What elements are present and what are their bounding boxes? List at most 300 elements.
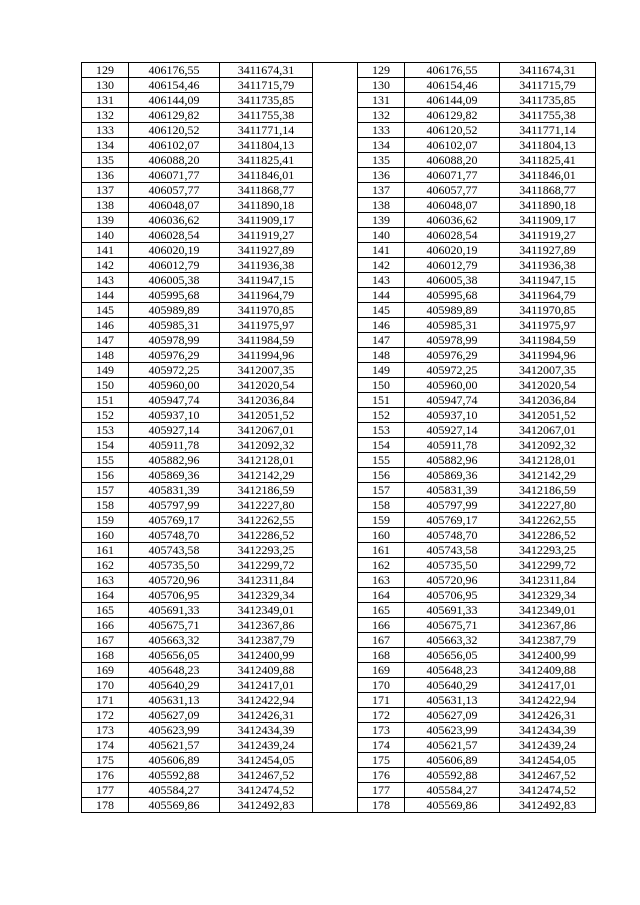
y-coordinate-cell: 3412400,99 bbox=[500, 648, 596, 663]
point-number-cell: 133 bbox=[82, 123, 129, 138]
x-coordinate-cell: 405960,00 bbox=[129, 378, 220, 393]
y-coordinate-cell: 3412128,01 bbox=[500, 453, 596, 468]
table-row bbox=[82, 168, 596, 183]
x-coordinate-cell: 405960,00 bbox=[405, 378, 500, 393]
column-gap bbox=[313, 153, 358, 168]
y-coordinate-cell: 3411936,38 bbox=[500, 258, 596, 273]
x-coordinate-cell: 405927,14 bbox=[405, 423, 500, 438]
x-coordinate-cell: 405663,32 bbox=[129, 633, 220, 648]
table-row bbox=[82, 138, 596, 153]
column-gap bbox=[313, 93, 358, 108]
x-coordinate-cell: 406005,38 bbox=[405, 273, 500, 288]
y-coordinate-cell: 3412492,83 bbox=[220, 798, 313, 813]
y-coordinate-cell: 3412367,86 bbox=[220, 618, 313, 633]
point-number-cell: 175 bbox=[358, 753, 405, 768]
point-number-cell: 172 bbox=[358, 708, 405, 723]
point-number-cell: 165 bbox=[358, 603, 405, 618]
x-coordinate-cell: 406176,55 bbox=[129, 63, 220, 78]
x-coordinate-cell: 405869,36 bbox=[129, 468, 220, 483]
table-row bbox=[82, 63, 596, 78]
point-number-cell: 131 bbox=[82, 93, 129, 108]
x-coordinate-cell: 405927,14 bbox=[129, 423, 220, 438]
x-coordinate-cell: 406154,46 bbox=[405, 78, 500, 93]
x-coordinate-cell: 406005,38 bbox=[129, 273, 220, 288]
x-coordinate-cell: 406102,07 bbox=[405, 138, 500, 153]
column-gap bbox=[313, 303, 358, 318]
x-coordinate-cell: 406028,54 bbox=[405, 228, 500, 243]
table-row bbox=[82, 708, 596, 723]
y-coordinate-cell: 3412329,34 bbox=[220, 588, 313, 603]
table-row bbox=[82, 678, 596, 693]
y-coordinate-cell: 3412262,55 bbox=[500, 513, 596, 528]
point-number-cell: 140 bbox=[358, 228, 405, 243]
point-number-cell: 176 bbox=[82, 768, 129, 783]
y-coordinate-cell: 3411994,96 bbox=[500, 348, 596, 363]
x-coordinate-cell: 405972,25 bbox=[405, 363, 500, 378]
point-number-cell: 143 bbox=[358, 273, 405, 288]
x-coordinate-cell: 405606,89 bbox=[405, 753, 500, 768]
column-gap bbox=[313, 543, 358, 558]
point-number-cell: 176 bbox=[358, 768, 405, 783]
y-coordinate-cell: 3412492,83 bbox=[500, 798, 596, 813]
x-coordinate-cell: 406129,82 bbox=[405, 108, 500, 123]
point-number-cell: 164 bbox=[358, 588, 405, 603]
x-coordinate-cell: 406020,19 bbox=[405, 243, 500, 258]
x-coordinate-cell: 405569,86 bbox=[129, 798, 220, 813]
column-gap bbox=[313, 138, 358, 153]
point-number-cell: 132 bbox=[82, 108, 129, 123]
x-coordinate-cell: 405748,70 bbox=[405, 528, 500, 543]
table-row bbox=[82, 483, 596, 498]
column-gap bbox=[313, 483, 358, 498]
point-number-cell: 166 bbox=[82, 618, 129, 633]
point-number-cell: 154 bbox=[82, 438, 129, 453]
point-number-cell: 161 bbox=[82, 543, 129, 558]
table-row bbox=[82, 198, 596, 213]
x-coordinate-cell: 405640,29 bbox=[129, 678, 220, 693]
y-coordinate-cell: 3412409,88 bbox=[220, 663, 313, 678]
column-gap bbox=[313, 753, 358, 768]
x-coordinate-cell: 405882,96 bbox=[129, 453, 220, 468]
x-coordinate-cell: 406120,52 bbox=[129, 123, 220, 138]
y-coordinate-cell: 3411936,38 bbox=[220, 258, 313, 273]
point-number-cell: 133 bbox=[358, 123, 405, 138]
table-row bbox=[82, 543, 596, 558]
y-coordinate-cell: 3411919,27 bbox=[500, 228, 596, 243]
point-number-cell: 146 bbox=[358, 318, 405, 333]
column-gap bbox=[313, 633, 358, 648]
y-coordinate-cell: 3411715,79 bbox=[220, 78, 313, 93]
y-coordinate-cell: 3412142,29 bbox=[220, 468, 313, 483]
y-coordinate-cell: 3412434,39 bbox=[220, 723, 313, 738]
y-coordinate-cell: 3412186,59 bbox=[220, 483, 313, 498]
y-coordinate-cell: 3411868,77 bbox=[220, 183, 313, 198]
point-number-cell: 159 bbox=[82, 513, 129, 528]
point-number-cell: 162 bbox=[82, 558, 129, 573]
y-coordinate-cell: 3411674,31 bbox=[220, 63, 313, 78]
y-coordinate-cell: 3412092,32 bbox=[220, 438, 313, 453]
y-coordinate-cell: 3411970,85 bbox=[500, 303, 596, 318]
column-gap bbox=[313, 558, 358, 573]
y-coordinate-cell: 3412286,52 bbox=[220, 528, 313, 543]
column-gap bbox=[313, 168, 358, 183]
column-gap bbox=[313, 678, 358, 693]
table-row bbox=[82, 303, 596, 318]
point-number-cell: 169 bbox=[358, 663, 405, 678]
column-gap bbox=[313, 408, 358, 423]
x-coordinate-cell: 405937,10 bbox=[129, 408, 220, 423]
x-coordinate-cell: 405831,39 bbox=[405, 483, 500, 498]
column-gap bbox=[313, 618, 358, 633]
y-coordinate-cell: 3412426,31 bbox=[500, 708, 596, 723]
y-coordinate-cell: 3412417,01 bbox=[500, 678, 596, 693]
point-number-cell: 147 bbox=[358, 333, 405, 348]
point-number-cell: 135 bbox=[358, 153, 405, 168]
table-row bbox=[82, 393, 596, 408]
x-coordinate-cell: 405947,74 bbox=[129, 393, 220, 408]
x-coordinate-cell: 405882,96 bbox=[405, 453, 500, 468]
table-row bbox=[82, 273, 596, 288]
table-row bbox=[82, 693, 596, 708]
y-coordinate-cell: 3412142,29 bbox=[500, 468, 596, 483]
point-number-cell: 146 bbox=[82, 318, 129, 333]
point-number-cell: 145 bbox=[358, 303, 405, 318]
y-coordinate-cell: 3412293,25 bbox=[500, 543, 596, 558]
y-coordinate-cell: 3412474,52 bbox=[500, 783, 596, 798]
point-number-cell: 177 bbox=[358, 783, 405, 798]
point-number-cell: 166 bbox=[358, 618, 405, 633]
table-row bbox=[82, 438, 596, 453]
point-number-cell: 171 bbox=[358, 693, 405, 708]
x-coordinate-cell: 406129,82 bbox=[129, 108, 220, 123]
x-coordinate-cell: 405631,13 bbox=[129, 693, 220, 708]
x-coordinate-cell: 405663,32 bbox=[405, 633, 500, 648]
y-coordinate-cell: 3412349,01 bbox=[220, 603, 313, 618]
x-coordinate-cell: 405691,33 bbox=[129, 603, 220, 618]
column-gap bbox=[313, 498, 358, 513]
point-number-cell: 134 bbox=[82, 138, 129, 153]
x-coordinate-cell: 406154,46 bbox=[129, 78, 220, 93]
y-coordinate-cell: 3412400,99 bbox=[220, 648, 313, 663]
y-coordinate-cell: 3411715,79 bbox=[500, 78, 596, 93]
x-coordinate-cell: 405691,33 bbox=[405, 603, 500, 618]
y-coordinate-cell: 3411927,89 bbox=[500, 243, 596, 258]
point-number-cell: 149 bbox=[82, 363, 129, 378]
x-coordinate-cell: 406036,62 bbox=[129, 213, 220, 228]
y-coordinate-cell: 3411735,85 bbox=[500, 93, 596, 108]
y-coordinate-cell: 3411994,96 bbox=[220, 348, 313, 363]
point-number-cell: 131 bbox=[358, 93, 405, 108]
x-coordinate-cell: 405748,70 bbox=[129, 528, 220, 543]
point-number-cell: 141 bbox=[358, 243, 405, 258]
x-coordinate-cell: 405947,74 bbox=[405, 393, 500, 408]
column-gap bbox=[313, 288, 358, 303]
table-row bbox=[82, 408, 596, 423]
point-number-cell: 137 bbox=[358, 183, 405, 198]
point-number-cell: 142 bbox=[82, 258, 129, 273]
x-coordinate-cell: 406102,07 bbox=[129, 138, 220, 153]
y-coordinate-cell: 3411771,14 bbox=[220, 123, 313, 138]
point-number-cell: 173 bbox=[358, 723, 405, 738]
x-coordinate-cell: 405735,50 bbox=[129, 558, 220, 573]
y-coordinate-cell: 3412349,01 bbox=[500, 603, 596, 618]
y-coordinate-cell: 3411846,01 bbox=[220, 168, 313, 183]
point-number-cell: 130 bbox=[82, 78, 129, 93]
y-coordinate-cell: 3412051,52 bbox=[500, 408, 596, 423]
x-coordinate-cell: 406048,07 bbox=[129, 198, 220, 213]
point-number-cell: 174 bbox=[358, 738, 405, 753]
y-coordinate-cell: 3412227,80 bbox=[500, 498, 596, 513]
point-number-cell: 145 bbox=[82, 303, 129, 318]
y-coordinate-cell: 3412092,32 bbox=[500, 438, 596, 453]
point-number-cell: 135 bbox=[82, 153, 129, 168]
column-gap bbox=[313, 528, 358, 543]
x-coordinate-cell: 405743,58 bbox=[129, 543, 220, 558]
y-coordinate-cell: 3411975,97 bbox=[500, 318, 596, 333]
table-row bbox=[82, 768, 596, 783]
x-coordinate-cell: 406048,07 bbox=[405, 198, 500, 213]
table-row bbox=[82, 558, 596, 573]
x-coordinate-cell: 405706,95 bbox=[129, 588, 220, 603]
point-number-cell: 157 bbox=[82, 483, 129, 498]
point-number-cell: 149 bbox=[358, 363, 405, 378]
column-gap bbox=[313, 438, 358, 453]
point-number-cell: 134 bbox=[358, 138, 405, 153]
x-coordinate-cell: 406088,20 bbox=[405, 153, 500, 168]
y-coordinate-cell: 3411984,59 bbox=[500, 333, 596, 348]
table-row bbox=[82, 573, 596, 588]
y-coordinate-cell: 3411804,13 bbox=[220, 138, 313, 153]
y-coordinate-cell: 3412387,79 bbox=[220, 633, 313, 648]
point-number-cell: 167 bbox=[358, 633, 405, 648]
y-coordinate-cell: 3412067,01 bbox=[220, 423, 313, 438]
y-coordinate-cell: 3411975,97 bbox=[220, 318, 313, 333]
y-coordinate-cell: 3411804,13 bbox=[500, 138, 596, 153]
point-number-cell: 168 bbox=[358, 648, 405, 663]
y-coordinate-cell: 3412409,88 bbox=[500, 663, 596, 678]
x-coordinate-cell: 406057,77 bbox=[129, 183, 220, 198]
point-number-cell: 158 bbox=[82, 498, 129, 513]
y-coordinate-cell: 3412311,84 bbox=[220, 573, 313, 588]
x-coordinate-cell: 405592,88 bbox=[129, 768, 220, 783]
table-row bbox=[82, 588, 596, 603]
x-coordinate-cell: 405648,23 bbox=[405, 663, 500, 678]
x-coordinate-cell: 405656,05 bbox=[129, 648, 220, 663]
x-coordinate-cell: 405869,36 bbox=[405, 468, 500, 483]
y-coordinate-cell: 3412426,31 bbox=[220, 708, 313, 723]
table-row bbox=[82, 288, 596, 303]
x-coordinate-cell: 405797,99 bbox=[129, 498, 220, 513]
point-number-cell: 136 bbox=[82, 168, 129, 183]
point-number-cell: 162 bbox=[358, 558, 405, 573]
x-coordinate-cell: 405627,09 bbox=[129, 708, 220, 723]
y-coordinate-cell: 3412387,79 bbox=[500, 633, 596, 648]
y-coordinate-cell: 3412186,59 bbox=[500, 483, 596, 498]
table-row bbox=[82, 798, 596, 813]
y-coordinate-cell: 3412439,24 bbox=[500, 738, 596, 753]
column-gap bbox=[313, 123, 358, 138]
x-coordinate-cell: 405797,99 bbox=[405, 498, 500, 513]
table-row bbox=[82, 228, 596, 243]
y-coordinate-cell: 3412311,84 bbox=[500, 573, 596, 588]
x-coordinate-cell: 405989,89 bbox=[129, 303, 220, 318]
table-row bbox=[82, 528, 596, 543]
y-coordinate-cell: 3411919,27 bbox=[220, 228, 313, 243]
column-gap bbox=[313, 573, 358, 588]
y-coordinate-cell: 3412474,52 bbox=[220, 783, 313, 798]
point-number-cell: 164 bbox=[82, 588, 129, 603]
column-gap bbox=[313, 423, 358, 438]
point-number-cell: 161 bbox=[358, 543, 405, 558]
point-number-cell: 151 bbox=[82, 393, 129, 408]
column-gap bbox=[313, 723, 358, 738]
point-number-cell: 150 bbox=[358, 378, 405, 393]
point-number-cell: 174 bbox=[82, 738, 129, 753]
table-row bbox=[82, 453, 596, 468]
y-coordinate-cell: 3412454,05 bbox=[500, 753, 596, 768]
point-number-cell: 158 bbox=[358, 498, 405, 513]
point-number-cell: 132 bbox=[358, 108, 405, 123]
point-number-cell: 172 bbox=[82, 708, 129, 723]
x-coordinate-cell: 405675,71 bbox=[129, 618, 220, 633]
y-coordinate-cell: 3412417,01 bbox=[220, 678, 313, 693]
y-coordinate-cell: 3412067,01 bbox=[500, 423, 596, 438]
table-row bbox=[82, 738, 596, 753]
point-number-cell: 178 bbox=[358, 798, 405, 813]
y-coordinate-cell: 3411964,79 bbox=[220, 288, 313, 303]
point-number-cell: 160 bbox=[358, 528, 405, 543]
y-coordinate-cell: 3412007,35 bbox=[220, 363, 313, 378]
x-coordinate-cell: 405627,09 bbox=[405, 708, 500, 723]
table-row bbox=[82, 363, 596, 378]
point-number-cell: 140 bbox=[82, 228, 129, 243]
x-coordinate-cell: 406036,62 bbox=[405, 213, 500, 228]
table-row bbox=[82, 513, 596, 528]
y-coordinate-cell: 3411825,41 bbox=[220, 153, 313, 168]
table-row bbox=[82, 258, 596, 273]
table-row bbox=[82, 123, 596, 138]
x-coordinate-cell: 406012,79 bbox=[405, 258, 500, 273]
point-number-cell: 159 bbox=[358, 513, 405, 528]
table-row bbox=[82, 108, 596, 123]
point-number-cell: 155 bbox=[358, 453, 405, 468]
point-number-cell: 165 bbox=[82, 603, 129, 618]
column-gap bbox=[313, 213, 358, 228]
x-coordinate-cell: 405606,89 bbox=[129, 753, 220, 768]
column-gap bbox=[313, 363, 358, 378]
column-gap bbox=[313, 348, 358, 363]
x-coordinate-cell: 405831,39 bbox=[129, 483, 220, 498]
point-number-cell: 169 bbox=[82, 663, 129, 678]
y-coordinate-cell: 3412128,01 bbox=[220, 453, 313, 468]
x-coordinate-cell: 405972,25 bbox=[129, 363, 220, 378]
x-coordinate-cell: 405989,89 bbox=[405, 303, 500, 318]
table-row bbox=[82, 318, 596, 333]
point-number-cell: 148 bbox=[358, 348, 405, 363]
y-coordinate-cell: 3411964,79 bbox=[500, 288, 596, 303]
point-number-cell: 147 bbox=[82, 333, 129, 348]
point-number-cell: 137 bbox=[82, 183, 129, 198]
y-coordinate-cell: 3412007,35 bbox=[500, 363, 596, 378]
point-number-cell: 171 bbox=[82, 693, 129, 708]
point-number-cell: 153 bbox=[82, 423, 129, 438]
column-gap bbox=[313, 258, 358, 273]
y-coordinate-cell: 3411947,15 bbox=[500, 273, 596, 288]
y-coordinate-cell: 3411735,85 bbox=[220, 93, 313, 108]
point-number-cell: 142 bbox=[358, 258, 405, 273]
x-coordinate-cell: 406071,77 bbox=[129, 168, 220, 183]
point-number-cell: 143 bbox=[82, 273, 129, 288]
x-coordinate-cell: 405656,05 bbox=[405, 648, 500, 663]
column-gap bbox=[313, 798, 358, 813]
x-coordinate-cell: 405769,17 bbox=[405, 513, 500, 528]
column-gap bbox=[313, 378, 358, 393]
x-coordinate-cell: 405569,86 bbox=[405, 798, 500, 813]
column-gap bbox=[313, 588, 358, 603]
table-row bbox=[82, 243, 596, 258]
y-coordinate-cell: 3411909,17 bbox=[220, 213, 313, 228]
point-number-cell: 173 bbox=[82, 723, 129, 738]
column-gap bbox=[313, 768, 358, 783]
x-coordinate-cell: 405995,68 bbox=[405, 288, 500, 303]
point-number-cell: 157 bbox=[358, 483, 405, 498]
x-coordinate-cell: 405720,96 bbox=[129, 573, 220, 588]
table-row bbox=[82, 78, 596, 93]
x-coordinate-cell: 406144,09 bbox=[129, 93, 220, 108]
x-coordinate-cell: 405640,29 bbox=[405, 678, 500, 693]
y-coordinate-cell: 3411890,18 bbox=[220, 198, 313, 213]
column-gap bbox=[313, 663, 358, 678]
x-coordinate-cell: 405584,27 bbox=[405, 783, 500, 798]
table-row bbox=[82, 723, 596, 738]
y-coordinate-cell: 3411947,15 bbox=[220, 273, 313, 288]
y-coordinate-cell: 3412367,86 bbox=[500, 618, 596, 633]
y-coordinate-cell: 3411755,38 bbox=[500, 108, 596, 123]
x-coordinate-cell: 405911,78 bbox=[405, 438, 500, 453]
table-row bbox=[82, 753, 596, 768]
table-row bbox=[82, 153, 596, 168]
point-number-cell: 175 bbox=[82, 753, 129, 768]
point-number-cell: 129 bbox=[358, 63, 405, 78]
table-row bbox=[82, 423, 596, 438]
x-coordinate-cell: 405995,68 bbox=[129, 288, 220, 303]
x-coordinate-cell: 405735,50 bbox=[405, 558, 500, 573]
point-number-cell: 144 bbox=[358, 288, 405, 303]
x-coordinate-cell: 405978,99 bbox=[405, 333, 500, 348]
column-gap bbox=[313, 108, 358, 123]
point-number-cell: 177 bbox=[82, 783, 129, 798]
y-coordinate-cell: 3411927,89 bbox=[220, 243, 313, 258]
x-coordinate-cell: 405743,58 bbox=[405, 543, 500, 558]
column-gap bbox=[313, 738, 358, 753]
column-gap bbox=[313, 708, 358, 723]
point-number-cell: 163 bbox=[82, 573, 129, 588]
column-gap bbox=[313, 693, 358, 708]
point-number-cell: 129 bbox=[82, 63, 129, 78]
x-coordinate-cell: 405675,71 bbox=[405, 618, 500, 633]
x-coordinate-cell: 405976,29 bbox=[129, 348, 220, 363]
column-gap bbox=[313, 63, 358, 78]
point-number-cell: 136 bbox=[358, 168, 405, 183]
y-coordinate-cell: 3411771,14 bbox=[500, 123, 596, 138]
x-coordinate-cell: 405911,78 bbox=[129, 438, 220, 453]
y-coordinate-cell: 3411674,31 bbox=[500, 63, 596, 78]
table-row bbox=[82, 183, 596, 198]
x-coordinate-cell: 405621,57 bbox=[129, 738, 220, 753]
point-number-cell: 144 bbox=[82, 288, 129, 303]
y-coordinate-cell: 3412293,25 bbox=[220, 543, 313, 558]
column-gap bbox=[313, 78, 358, 93]
